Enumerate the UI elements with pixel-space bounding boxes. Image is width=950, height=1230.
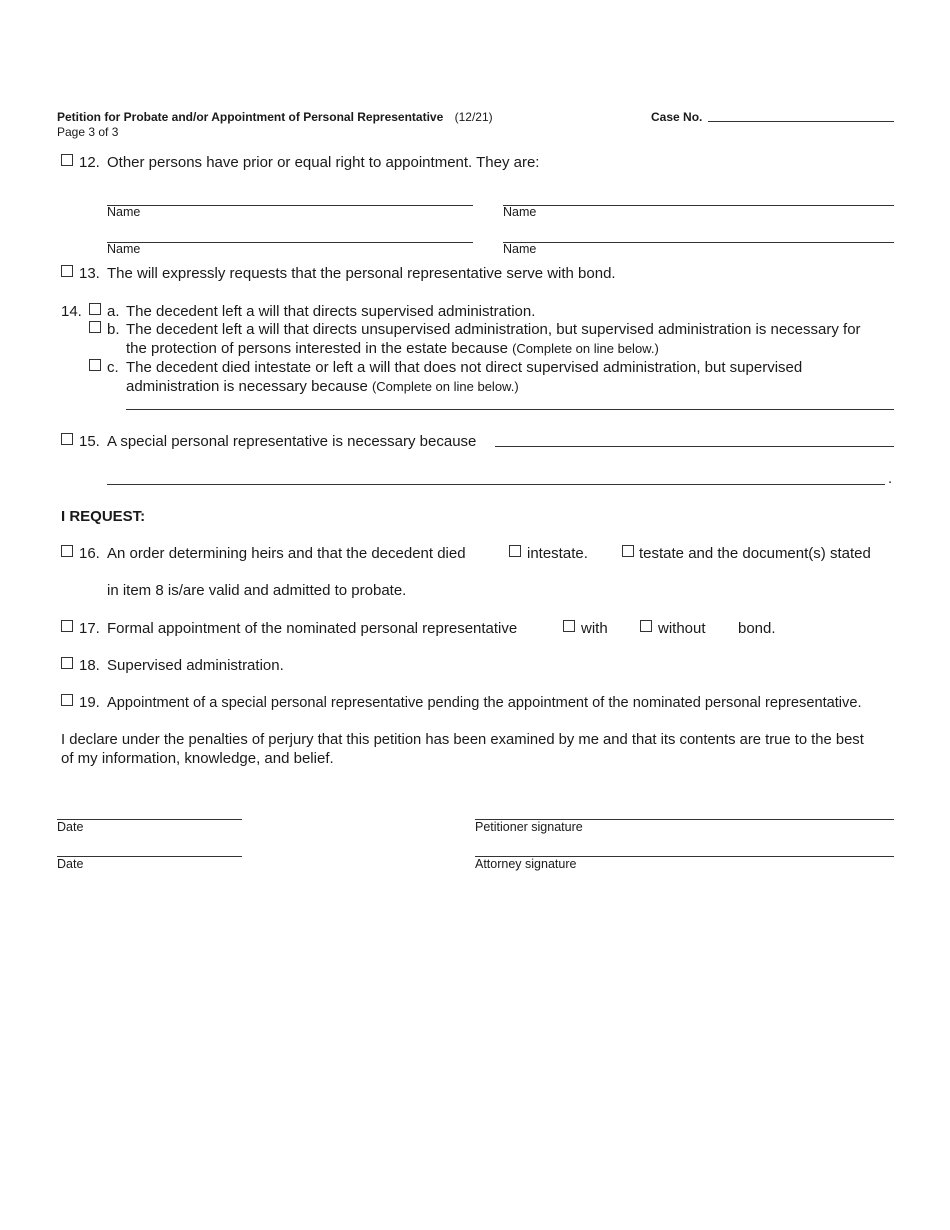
item-12-text: Other persons have prior or equal right to appointment. They are: (107, 154, 540, 171)
item-14-explanation-field[interactable] (126, 409, 894, 410)
item-14c-text-continued (126, 378, 519, 396)
declaration-line-2: of my information, knowledge, and belief. (61, 750, 334, 767)
testate-label: testate and the document(s) stated (639, 545, 871, 562)
item-14a-letter: a. (107, 303, 120, 320)
item-16-checkbox[interactable] (61, 545, 73, 557)
with-bond-checkbox[interactable] (563, 620, 575, 632)
name-field-3[interactable] (107, 242, 473, 243)
item-17-number: 17. (79, 620, 100, 637)
name-field-2[interactable] (503, 205, 894, 206)
item-16-text: An order determining heirs and that the decedent died (107, 545, 466, 562)
item-14a-checkbox[interactable] (89, 303, 101, 315)
item-14c-checkbox[interactable] (89, 359, 101, 371)
date-label: Date (57, 820, 84, 834)
page-number: Page 3 of 3 (57, 125, 119, 139)
item-14b-text: The decedent left a will that directs unsupervised administration, but supervised administration is necessary for (126, 321, 861, 338)
form-title: Petition for Probate and/or Appointment of Personal Representative (57, 110, 444, 124)
testate-checkbox[interactable] (622, 545, 634, 557)
item-14b-checkbox[interactable] (89, 321, 101, 333)
attorney-signature-label: Attorney signature (475, 857, 577, 871)
item-14b-letter: b. (107, 321, 120, 338)
declaration-line-1: I declare under the penalties of perjury that this petition has been examined by me and that its contents are true to the best (61, 732, 864, 748)
item-14c-text-2: administration is necessary because (126, 378, 368, 395)
item-17-checkbox[interactable] (61, 620, 73, 632)
item-19-number: 19. (79, 694, 100, 711)
item-14b-text-2: the protection of persons interested in the estate because (126, 340, 508, 357)
without-label: without (658, 620, 706, 637)
item-17-text: Formal appointment of the nominated personal representative (107, 620, 518, 637)
request-heading: I REQUEST: (61, 508, 146, 525)
date-field-2[interactable] (57, 856, 242, 857)
item-12-number: 12. (79, 154, 100, 171)
intestate-label: intestate. (527, 545, 588, 562)
item-14b-text-continued (126, 340, 659, 358)
case-number-label: Case No. (651, 110, 703, 124)
name-field-4[interactable] (503, 242, 894, 243)
name-label: Name (503, 242, 537, 256)
date-label: Date (57, 857, 84, 871)
case-number-field[interactable] (708, 121, 894, 122)
item-15-reason-field-2[interactable] (107, 484, 885, 485)
bond-label: bond. (738, 620, 776, 637)
item-19-text: Appointment of a special personal representative pending the appointment of the nominated personal representative. (107, 695, 862, 711)
item-12-checkbox[interactable] (61, 154, 73, 166)
item-14c-letter: c. (107, 359, 119, 376)
name-label: Name (107, 242, 141, 256)
item-15-text: A special personal representative is necessary because (107, 433, 477, 450)
item-14c-note: (Complete on line below.) (371, 379, 519, 394)
item-16-text-continued: in item 8 is/are valid and admitted to probate. (107, 582, 407, 599)
item-18-number: 18. (79, 657, 100, 674)
without-bond-checkbox[interactable] (640, 620, 652, 632)
item-14a-text: The decedent left a will that directs supervised administration. (126, 303, 536, 320)
form-header (57, 110, 493, 124)
item-14-number: 14. (61, 303, 82, 320)
form-date: (12/21) (454, 110, 493, 124)
item-13-checkbox[interactable] (61, 265, 73, 277)
with-label: with (581, 620, 608, 637)
item-15-period: . (888, 470, 893, 487)
item-14c-text: The decedent died intestate or left a will that does not direct supervised administration, but supervised (126, 359, 803, 376)
item-14b-note: (Complete on line below.) (512, 341, 659, 356)
item-13-number: 13. (79, 265, 100, 282)
name-label: Name (107, 205, 141, 219)
item-15-number: 15. (79, 433, 100, 450)
date-field-1[interactable] (57, 819, 242, 820)
item-18-checkbox[interactable] (61, 657, 73, 669)
petitioner-signature-label: Petitioner signature (475, 820, 583, 834)
item-15-reason-field[interactable] (495, 446, 894, 447)
name-label: Name (503, 205, 537, 219)
item-18-text: Supervised administration. (107, 657, 284, 674)
name-field-1[interactable] (107, 205, 473, 206)
intestate-checkbox[interactable] (509, 545, 521, 557)
item-16-number: 16. (79, 545, 100, 562)
item-15-checkbox[interactable] (61, 433, 73, 445)
item-13-text: The will expressly requests that the personal representative serve with bond. (107, 265, 616, 282)
item-19-checkbox[interactable] (61, 694, 73, 706)
